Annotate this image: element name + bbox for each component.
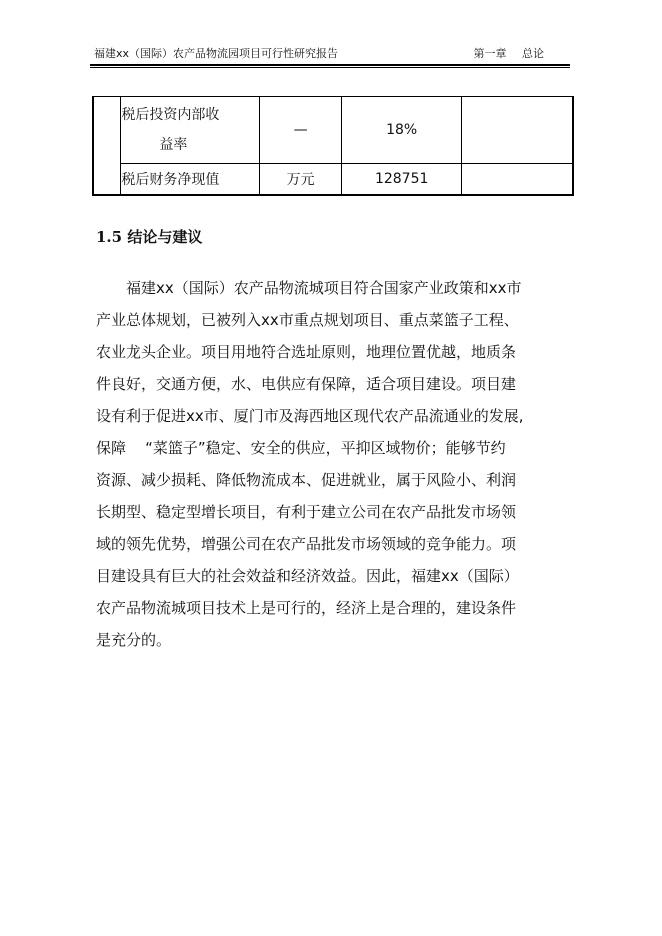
paragraph-line: 农业龙头企业。项目用地符合选址原则，地理位置优越，地质条 (96, 343, 517, 361)
paragraph-line: 域的领先优势，增强公司在农产品批发市场领域的竞争能力。项 (96, 535, 517, 553)
paragraph-line: 目建设具有巨大的社会效益和经济效益。因此，福建xx（国际） (96, 567, 519, 585)
table-unit-cell: — (260, 97, 341, 164)
chapter-name: 总论 (522, 47, 544, 60)
page-header (90, 46, 570, 64)
header-chapter (462, 46, 545, 62)
table-unit-cell: 万元 (260, 164, 341, 196)
paragraph-line: 件良好，交通方便，水、电供应有保障，适合项目建设。项目建 (96, 375, 517, 393)
table-value-cell: 128751 (341, 164, 462, 196)
table-note-cell (462, 164, 573, 196)
conclusion-paragraph (96, 272, 576, 656)
table-index-cell (93, 97, 121, 196)
paragraph-line: 农产品物流城项目技术上是可行的，经济上是合理的，建设条件 (96, 599, 517, 617)
table-row (93, 97, 573, 164)
label-line-1: 税后投资内部收 (121, 107, 220, 123)
header-rule-thin (90, 67, 570, 68)
table-note-cell (462, 97, 573, 164)
table-label-cell: 税后财务净现值 (121, 164, 260, 196)
section-heading: 1.5 结论与建议 (96, 228, 203, 246)
paragraph-line: 福建xx（国际）农产品物流城项目符合国家产业政策和xx市 (126, 279, 522, 297)
paragraph-line: 保障 “菜篮子”稳定、安全的供应，平抑区域物价；能够节约 (96, 439, 506, 457)
paragraph-line: 是充分的。 (96, 631, 172, 649)
label-line-2: 益率 (159, 137, 188, 153)
header-title: 福建xx（国际）农产品物流园项目可行性研究报告 (94, 47, 339, 60)
paragraph-line: 资源、减少损耗、降低物流成本、促进就业，属于风险小、利润 (96, 471, 517, 489)
table-value-cell: 18% (341, 97, 462, 164)
paragraph-line: 设有利于促进xx市、厦门市及海西地区现代农产品流通业的发展, (96, 407, 524, 425)
chapter-number: 第一章 (473, 47, 507, 60)
table-label-cell (121, 97, 260, 164)
header-rule-thick (90, 64, 570, 66)
table-row (93, 164, 573, 196)
paragraph-line: 长期型、稳定型增长项目，有利于建立公司在农产品批发市场领 (96, 503, 517, 521)
financial-indicator-table (92, 96, 574, 196)
paragraph-line: 产业总体规划，已被列入xx市重点规划项目、重点菜篮子工程、 (96, 311, 519, 329)
